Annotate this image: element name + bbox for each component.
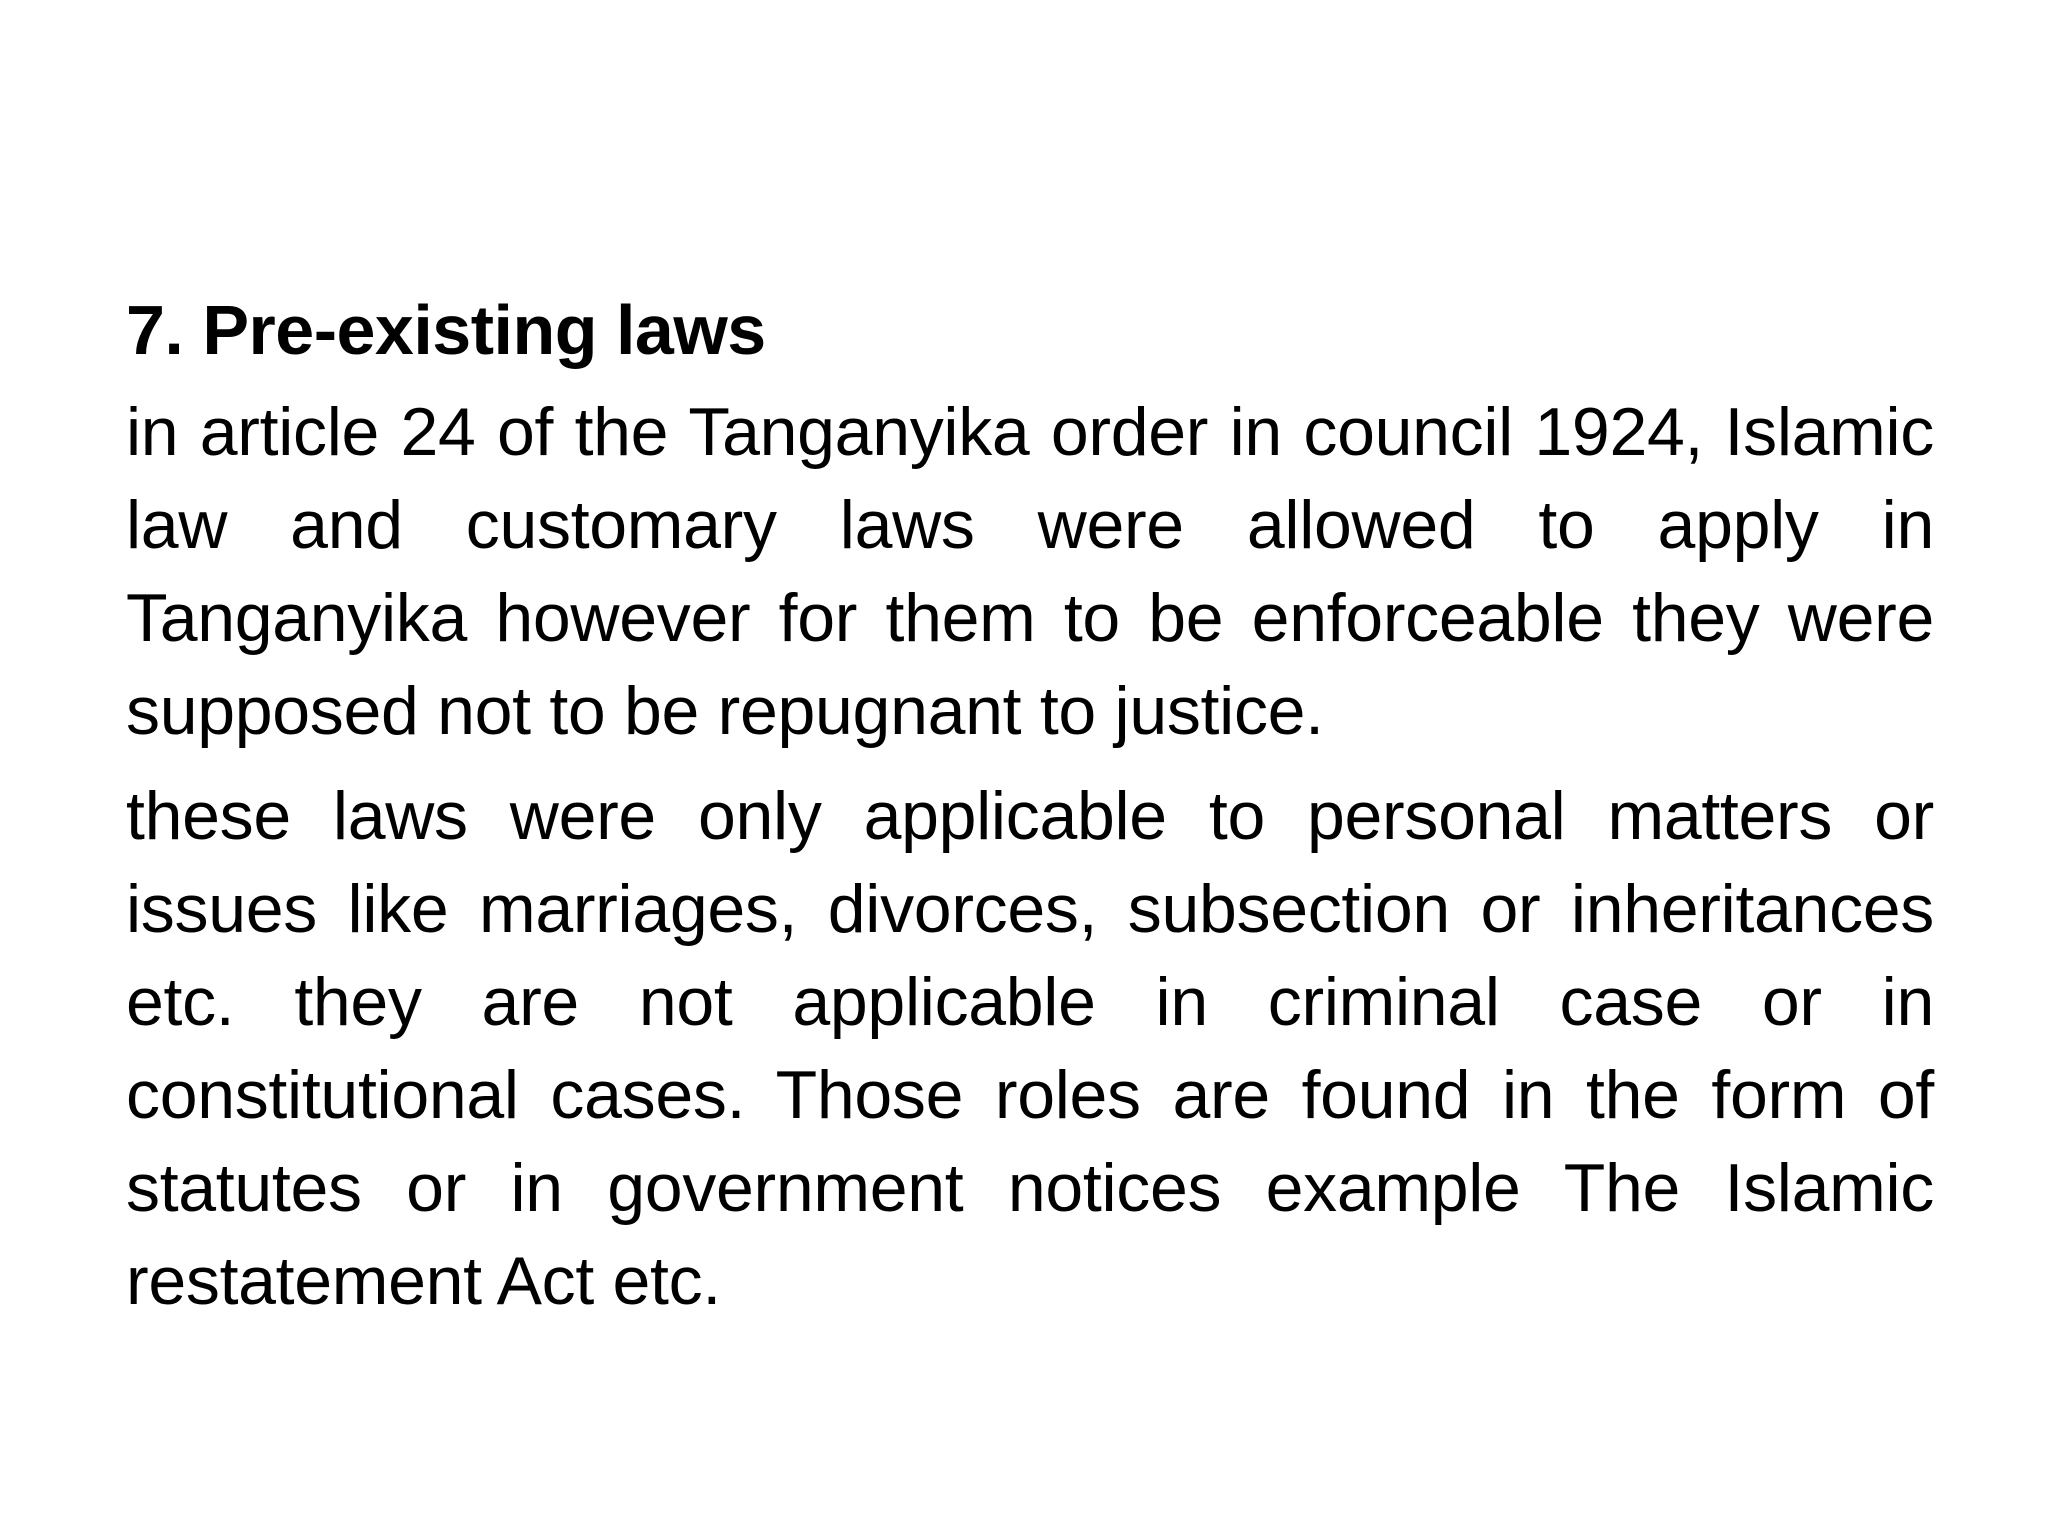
slide-content (126, 282, 1934, 1340)
paragraph-article-24: in article 24 of the Tanganyika order in council 1924, Islamic law and customary laws were allowed to apply in Tanganyika however for them to be enforceable they were supposed not to be repugnant to justice. (126, 394, 1934, 749)
paragraph-applicability: these laws were only applicable to personal matters or issues like marriages, divorces, subsection or inheritances etc. they are not applicable in criminal case or in constitutional cases. Those roles are found in the form of statutes or in government notices example The Islamic restatement Act etc. (126, 778, 1934, 1319)
slide-heading: 7. Pre-existing laws (126, 291, 766, 369)
